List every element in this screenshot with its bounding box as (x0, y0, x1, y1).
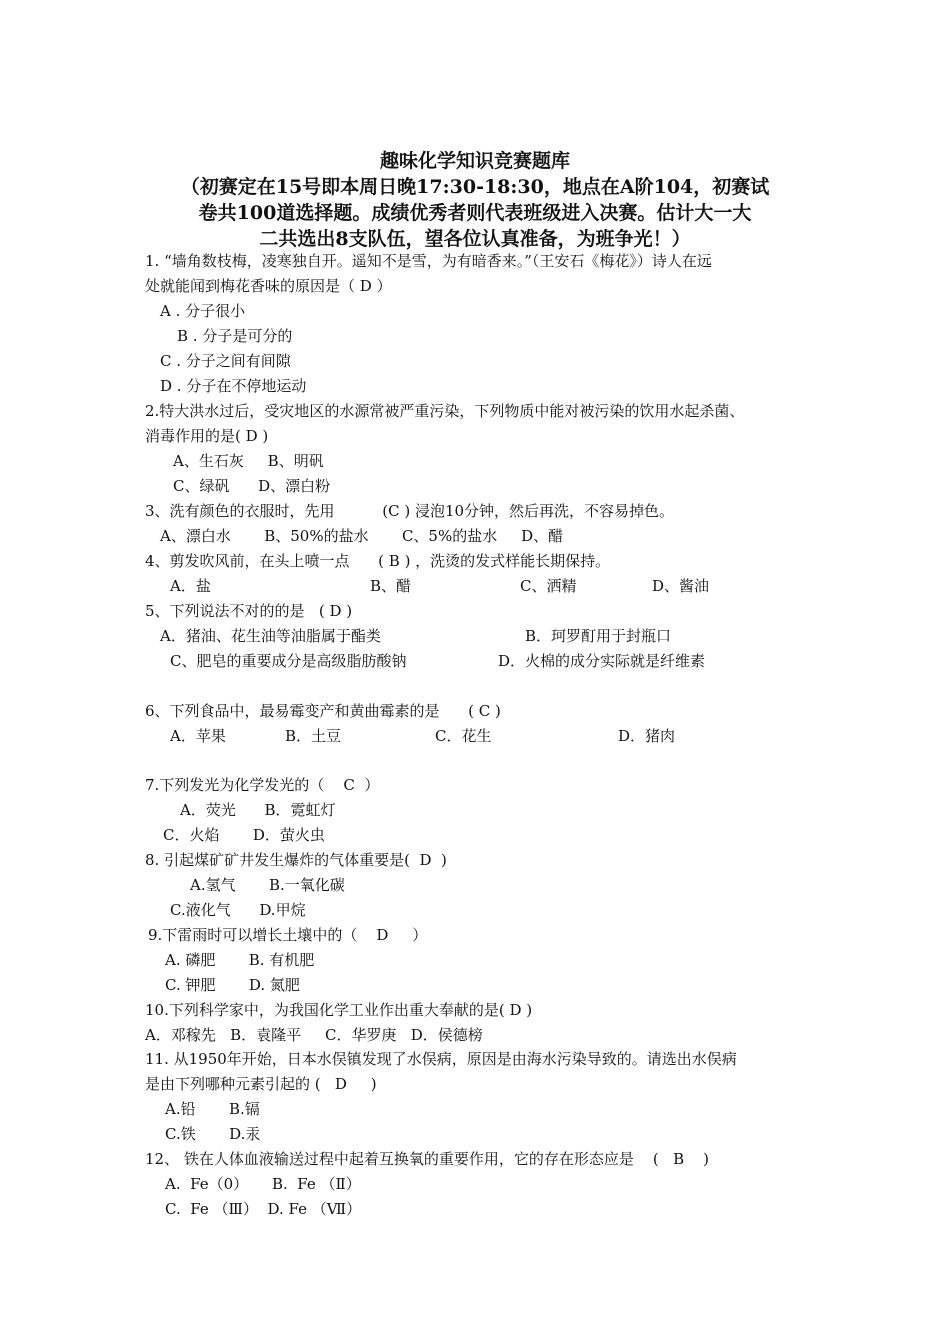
q6-stem: 6、下列食品中，最易霉变产和黄曲霉素的是 ( C ) (145, 702, 501, 720)
q4-option-b: B、醋 (370, 577, 412, 595)
q12-options-ab: A. Fe（0） B. Fe （Ⅱ） (165, 1175, 361, 1193)
q4-option-a: A．盐 (170, 577, 211, 595)
q1-option-b: B . 分子是可分的 (177, 327, 293, 345)
q1-option-a: A . 分子很小 (160, 302, 246, 320)
q5-option-d: D．火棉的成分实际就是纤维素 (498, 652, 706, 670)
q11-options-ab: A.铅 B.镉 (165, 1100, 260, 1118)
q1-option-c: C . 分子之间有间隙 (160, 352, 291, 370)
q2-options-ab: A、生石灰 B、明矾 (173, 452, 324, 470)
q12-stem: 12、 铁在人体血液输送过程中起着互换氧的重要作用，它的存在形态应是 ( B ) (145, 1150, 710, 1168)
q7-stem: 7.下列发光为化学发光的（ C ） (145, 776, 380, 794)
subtitle-line-1: （初赛定在15号即本周日晚17:30-18:30，地点在A阶104，初赛试 (180, 176, 770, 198)
q4-stem: 4、剪发吹风前，在头上喷一点 ( B ) ，洗烫的发式样能长期保持。 (145, 552, 611, 570)
q8-stem: 8. 引起煤矿矿井发生爆炸的气体重要是( D ) (145, 851, 447, 869)
q3-stem: 3、洗有颜色的衣服时，先用 (C ) 浸泡10分钟，然后再洗，不容易掉色。 (145, 502, 675, 520)
subtitle-line-2: 卷共100道选择题。成绩优秀者则代表班级进入决赛。估计大一大 (198, 202, 752, 224)
q5-stem: 5、下列说法不对的的是 ( D ) (145, 602, 353, 620)
q1-option-d: D . 分子在不停地运动 (160, 377, 307, 395)
q12-options-cd: C. Fe （Ⅲ） D. Fe （Ⅶ） (165, 1200, 362, 1218)
q4-option-c: C、洒精 (520, 577, 577, 595)
q7-options-ab: A．荧光 B．霓虹灯 (180, 801, 336, 819)
q10-stem: 10.下列科学家中，为我国化学工业作出重大奉献的是( D ) (145, 1001, 533, 1019)
q6-option-c: C．花生 (435, 727, 492, 745)
q9-options-cd: C. 钾肥 D. 氮肥 (165, 976, 300, 994)
q11-options-cd: C.铁 D.汞 (165, 1125, 261, 1143)
document-title: 趣味化学知识竞赛题库 (379, 150, 570, 172)
q4-option-d: D、酱油 (652, 577, 710, 595)
q2-stem-line-2: 消毒作用的是( D ) (145, 427, 269, 445)
q11-stem-line-2: 是由下列哪种元素引起的 ( D ) (145, 1075, 377, 1093)
q1-stem-line-2: 处就能闻到梅花香味的原因是（ D ） (145, 277, 392, 295)
subtitle-line-3: 二共选出8支队伍，望各位认真准备，为班争光！） (259, 228, 691, 250)
q6-option-b: B．土豆 (285, 727, 342, 745)
q2-options-cd: C、绿矾 D、漂白粉 (173, 477, 331, 495)
q5-option-b: B．珂罗酊用于封瓶口 (525, 627, 672, 645)
q11-stem-line-1: 11. 从1950年开始，日本水俣镇发现了水俣病，原因是由海水污染导致的。请选出水俣病 (145, 1050, 737, 1068)
q8-options-cd: C.液化气 D.甲烷 (170, 901, 306, 919)
q5-option-c: C、肥皂的重要成分是高级脂肪酸钠 (170, 652, 407, 670)
q9-stem: 9.下雷雨时可以增长土壤中的（ D ） (148, 926, 428, 944)
q3-options: A、漂白水 B、50%的盐水 C、5%的盐水 D、醋 (160, 527, 564, 545)
q5-option-a: A．猪油、花生油等油脂属于酯类 (160, 627, 381, 645)
q6-option-d: D．猪肉 (618, 727, 676, 745)
q1-stem-line-1: 1. “墙角数枝梅，凌寒独自开。遥知不是雪，为有暗香来。”（王安石《梅花》）诗人在远 (145, 252, 712, 270)
q2-stem-line-1: 2.特大洪水过后，受灾地区的水源常被严重污染，下列物质中能对被污染的饮用水起杀菌、 (145, 402, 745, 420)
q10-options: A．邓稼先 B．袁隆平 C．华罗庚 D．侯德榜 (145, 1026, 483, 1044)
q7-options-cd: C．火焰 D．萤火虫 (163, 826, 325, 844)
q8-options-ab: A.氢气 B.一氧化碳 (190, 876, 345, 894)
q6-option-a: A．苹果 (170, 727, 226, 745)
q9-options-ab: A. 磷肥 B. 有机肥 (165, 951, 315, 969)
